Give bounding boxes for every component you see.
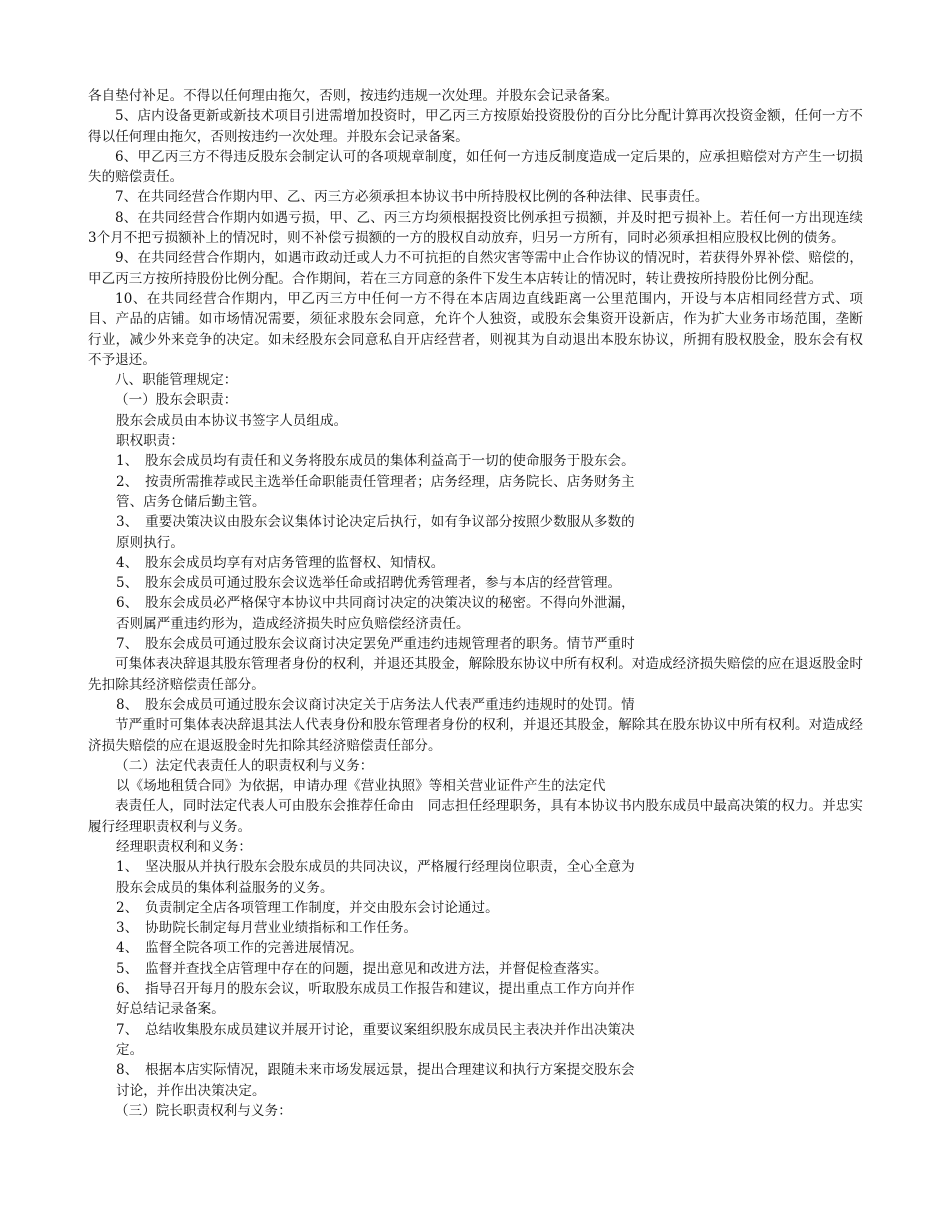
document-paragraph: 5、店内设备更新或新技术项目引进需增加投资时，甲乙丙三方按原始投资股份的百分比分配计算再次投资金额，任何一方不得以任何理由拖欠，否则按违约一次处理。并股东会记录备案。 [88,108,863,145]
document-paragraph: 原则执行。 [116,534,184,551]
document-paragraph: 4、 监督全院各项工作的完善进展情况。 [116,940,363,957]
document-paragraph: 1、 股东会成员均有责任和义务将股东成员的集体利益高于一切的使命服务于股东会。 [116,453,635,470]
document-paragraph: 讨论，并作出决策决定。 [116,1082,266,1099]
document-paragraph: 6、 股东会成员必严格保守本协议中共同商讨决定的决策决议的秘密。不得向外泄漏， [116,595,635,612]
document-paragraph: 5、 股东会成员可通过股东会议选举任命或招聘优秀管理者，参与本店的经营管理。 [116,575,622,592]
document-paragraph: 10、在共同经营合作期内，甲乙丙三方中任何一方不得在本店周边直线距离一公里范围内，开设与本店相同经营方式、项目、产品的店铺。如市场情况需要，须征求股东会同意，允许个人独资，或股东会集资开设新店，作为扩大业务市场范围，垄断行业，减少外来竞争的决定。如未经股东会同意私自开店经营者，则视其为自动退出本股东协议，所拥有股权股金，股东会有权不予退还。 [88,290,863,368]
document-paragraph: 好总结记录备案。 [116,1001,225,1018]
document-paragraph: 八、职能管理规定： [115,372,238,389]
document-paragraph: 3、 协助院长制定每月营业业绩指标和工作任务。 [116,920,418,937]
document-paragraph: 2、 负责制定全店各项管理工作制度，并交由股东会讨论通过。 [116,899,499,916]
document-paragraph: 节严重时可集体表决辞退其法人代表身份和股东管理者身份的权利，并退还其股金，解除其在股东协议中所有权利。对造成经济损失赔偿的应在退返股金时先扣除其经济赔偿责任部分。 [88,717,863,754]
document-paragraph: 5、 监督并查找全店管理中存在的问题，提出意见和改进方法，并督促检查落实。 [116,960,608,977]
document-paragraph: 股东会成员由本协议书签字人员组成。 [116,412,348,429]
document-body [88,86,863,1121]
document-paragraph: 4、 股东会成员均享有对店务管理的监督权、知情权。 [116,554,445,571]
document-paragraph: 可集体表决辞退其股东管理者身份的权利，并退还其股金，解除股东协议中所有权利。对造成经济损失赔偿的应在退返股金时先扣除其经济赔偿责任部分。 [88,656,863,693]
document-paragraph: 7、 股东会成员可通过股东会议商讨决定罢免严重违约违规管理者的职务。情节严重时 [116,636,635,653]
document-paragraph: 管、店务仓储后勤主管。 [116,493,266,510]
document-paragraph: 1、 坚决服从并执行股东会股东成员的共同决议，严格履行经理岗位职责，全心全意为 [116,859,635,876]
document-paragraph: 经理职责权利和义务： [116,838,252,855]
document-paragraph: 8、 根据本店实际情况，跟随未来市场发展远景，提出合理建议和执行方案提交股东会 [116,1062,635,1079]
document-paragraph: （二）法定代表责任人的职责权利与义务： [115,757,374,774]
document-paragraph: 各自垫付补足。不得以任何理由拖欠，否则，按违约违规一次处理。并股东会记录备案。 [88,88,619,104]
document-paragraph: 7、在共同经营合作期内甲、乙、丙三方必须承担本协议书中所持股权比例的各种法律、民事责任。 [115,189,709,206]
document-paragraph: 9、在共同经营合作期内，如遇市政动迁或人力不可抗拒的自然灾害等需中止合作协议的情况时，若获得外界补偿、赔偿的，甲乙丙三方按所持股份比例分配。合作期间，若在三方同意的条件下发生本店转让的情况时，转让费按所持股份比例分配。 [88,250,863,287]
document-paragraph: 6、甲乙丙三方不得违反股东会制定认可的各项规章制度，如任何一方违反制度造成一定后果的，应承担赔偿对方产生一切损失的赔偿责任。 [88,148,863,186]
document-paragraph: 以《场地租赁合同》为依据，申请办理《营业执照》等相关营业证件产生的法定代 [116,778,606,795]
document-paragraph: 6、 指导召开每月的股东会议，听取股东成员工作报告和建议，提出重点工作方向并作 [116,981,635,998]
document-paragraph: 表责任人，同时法定代表人可由股东会推荐任命由 同志担任经理职务，具有本协议书内股东成员中最高决策的权力。并忠实履行经理职责权利与义务。 [88,798,863,835]
document-paragraph: （一）股东会职责： [115,392,238,409]
document-paragraph: 定。 [116,1041,144,1058]
document-paragraph: 8、在共同经营合作期内如遇亏损，甲、乙、丙三方均须根据投资比例承担亏损额，并及时把亏损补上。若任何一方出现连续3个月不把亏损额补上的情况时，则不补偿亏损额的一方的股权自动放弃，归另一方所有，同时必须承担相应股权比例的债务。 [88,209,863,247]
document-paragraph: 否则属严重违约形为，造成经济损失时应负赔偿经济责任。 [116,615,470,632]
document-paragraph: （三）院长职责权利与义务： [115,1102,292,1119]
document-paragraph: 股东会成员的集体利益服务的义务。 [116,879,334,896]
document-paragraph: 7、 总结收集股东成员建议并展开讨论，重要议案组织股东成员民主表决并作出决策决 [116,1021,635,1038]
document-paragraph: 2、 按责所需推荐或民主选举任命职能责任管理者；店务经理，店务院长、店务财务主 [116,473,635,490]
document-paragraph: 8、 股东会成员可通过股东会议商讨决定关于店务法人代表严重违约违规时的处罚。情 [116,696,635,713]
document-paragraph: 职权职责： [116,433,184,450]
document-paragraph: 3、 重要决策决议由股东会议集体讨论决定后执行，如有争议部分按照少数服从多数的 [116,514,635,531]
